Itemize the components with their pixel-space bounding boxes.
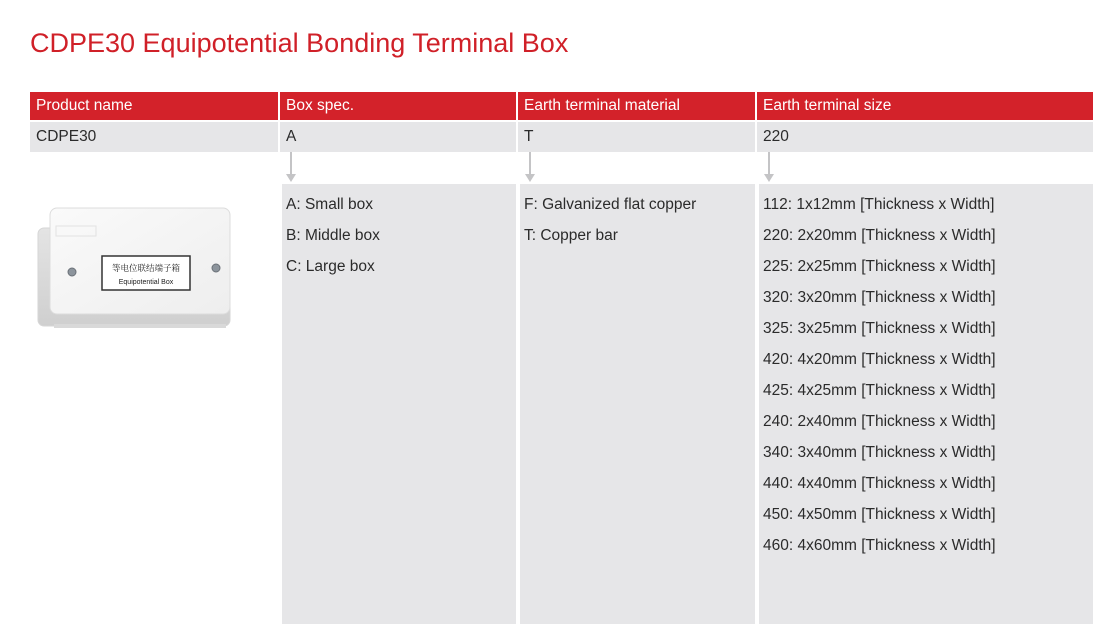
value-earth-terminal-size: 220 bbox=[757, 122, 1093, 152]
page-title: CDPE30 Equipotential Bonding Terminal Box bbox=[30, 28, 569, 58]
list-item: 425: 4x25mm [Thickness x Width] bbox=[763, 382, 996, 399]
list-item: 240: 2x40mm [Thickness x Width] bbox=[763, 413, 996, 430]
material-column bbox=[520, 184, 755, 624]
product-label-cn: 等电位联结端子箱 bbox=[111, 264, 181, 274]
size-column bbox=[759, 184, 1093, 624]
product-label-en: Equipotential Box bbox=[118, 279, 174, 286]
value-product-name: CDPE30 bbox=[30, 122, 278, 152]
list-item: B: Middle box bbox=[286, 227, 380, 244]
list-item: 450: 4x50mm [Thickness x Width] bbox=[763, 506, 996, 523]
list-item: 420: 4x20mm [Thickness x Width] bbox=[763, 351, 996, 368]
down-arrow-icon bbox=[525, 152, 535, 184]
header-box-spec: Box spec. bbox=[280, 92, 516, 120]
list-item: 440: 4x40mm [Thickness x Width] bbox=[763, 475, 996, 492]
size-list bbox=[759, 184, 1093, 568]
box-spec-column bbox=[282, 184, 516, 624]
product-image bbox=[36, 206, 236, 334]
box-spec-list bbox=[282, 184, 516, 289]
list-item: A: Small box bbox=[286, 196, 374, 213]
value-box-spec: A bbox=[280, 122, 516, 152]
list-item: 220: 2x20mm [Thickness x Width] bbox=[763, 227, 996, 244]
list-item: 325: 3x25mm [Thickness x Width] bbox=[763, 320, 996, 337]
list-item: 460: 4x60mm [Thickness x Width] bbox=[763, 537, 996, 554]
header-product-name: Product name bbox=[30, 92, 278, 120]
list-item: 225: 2x25mm [Thickness x Width] bbox=[763, 258, 996, 275]
list-item: 340: 3x40mm [Thickness x Width] bbox=[763, 444, 996, 461]
value-earth-terminal-material: T bbox=[518, 122, 755, 152]
list-item: F: Galvanized flat copper bbox=[524, 196, 697, 213]
list-item: T: Copper bar bbox=[524, 227, 618, 244]
list-item: 112: 1x12mm [Thickness x Width] bbox=[763, 196, 995, 213]
header-earth-terminal-size: Earth terminal size bbox=[757, 92, 1093, 120]
header-earth-terminal-material: Earth terminal material bbox=[518, 92, 755, 120]
down-arrow-icon bbox=[764, 152, 774, 184]
list-item: C: Large box bbox=[286, 258, 375, 275]
material-list bbox=[520, 184, 755, 258]
down-arrow-icon bbox=[286, 152, 296, 184]
list-item: 320: 3x20mm [Thickness x Width] bbox=[763, 289, 996, 306]
